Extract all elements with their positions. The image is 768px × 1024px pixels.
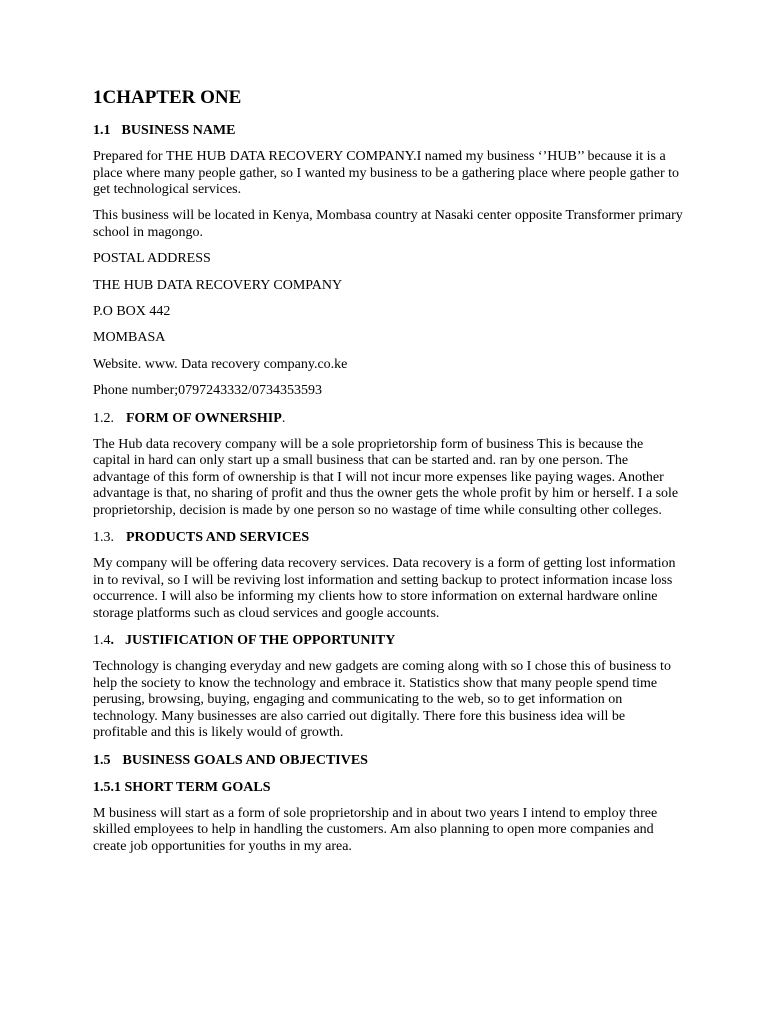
heading-number: 1.2. (93, 410, 114, 426)
heading-number: 1.3. (93, 530, 114, 546)
ownership-paragraph: The Hub data recovery company will be a sole proprietorship form of business This is because the capital in hard can only start up a small business that can be started and. ran by one person. The advantage of this form of ownership is that I will not incur more expenses like paying wages. Another advantage is that, no sharing of profit and thus the owner gets the whole profit by him or herself. I a sole proprietorship, decision is made by one person so no wastage of time while consulting other colleges. (93, 436, 679, 518)
heading-products-and-services (93, 529, 683, 547)
heading-title: BUSINESS NAME (121, 123, 236, 138)
document-page (93, 86, 683, 865)
city-line: MOMBASA (93, 330, 166, 346)
postal-address-label: POSTAL ADDRESS (93, 251, 211, 267)
heading-title: JUSTIFICATION OF THE OPPORTUNITY (125, 633, 396, 649)
business-location-paragraph: This business will be located in Kenya, Mombasa country at Nasaki center opposite Transformer primary school in magongo. (93, 208, 683, 240)
heading-suffix: . (281, 410, 286, 426)
company-name-line: THE HUB DATA RECOVERY COMPANY (93, 277, 343, 293)
heading-number: 1.1 (93, 123, 111, 138)
heading-title: PRODUCTS AND SERVICES (126, 530, 310, 546)
po-box-line: P.O BOX 442 (93, 303, 171, 319)
heading-title: BUSINESS GOALS AND OBJECTIVES (122, 752, 368, 768)
heading-number-suffix: . (110, 633, 114, 649)
justification-paragraph: Technology is changing everyday and new gadgets are coming along with so I chose this of business to help the society to know the technology and embrace it. Statistics show that many people spend time perusing, browsing, buying, engaging and communicating to the web, so to get information on technology. Many businesses are also carried out digitally. There fore this business idea will be profitable and this is likely would of growth. (93, 659, 671, 741)
heading-short-term-goals: 1.5.1 SHORT TERM GOALS (93, 779, 271, 795)
chapter-title: 1CHAPTER ONE (93, 87, 242, 108)
heading-business-name (93, 122, 683, 140)
heading-number: 1.4 (93, 633, 111, 649)
heading-title: FORM OF OWNERSHIP (126, 410, 282, 426)
phone-line: Phone number;0797243332/0734353593 (93, 383, 323, 399)
products-paragraph: My company will be offering data recovery services. Data recovery is a form of getting lost information in to revival, so I will be reviving lost information and setting backup to protect information incase loss occurrence. I will also be informing my clients how to store information on external hardware online storage platforms such as cloud services and google accounts. (93, 556, 676, 621)
heading-number: 1.5 (93, 752, 111, 768)
business-name-paragraph-1: Prepared for THE HUB DATA RECOVERY COMPANY.I named my business ‘’HUB’’ because it is a place where many people gather, so I wanted my business to be a gathering place where people gather to get technological services. (93, 149, 680, 198)
heading-justification (93, 632, 683, 650)
heading-form-of-ownership (93, 410, 683, 428)
short-term-goals-paragraph: M business will start as a form of sole proprietorship and in about two years I intend to employ three skilled employees to help in handling the customers. Am also planning to open more companies and create job opportunities for youths in my area. (93, 805, 658, 854)
heading-business-goals (93, 752, 683, 770)
website-line: Website. www. Data recovery company.co.ke (93, 356, 348, 372)
